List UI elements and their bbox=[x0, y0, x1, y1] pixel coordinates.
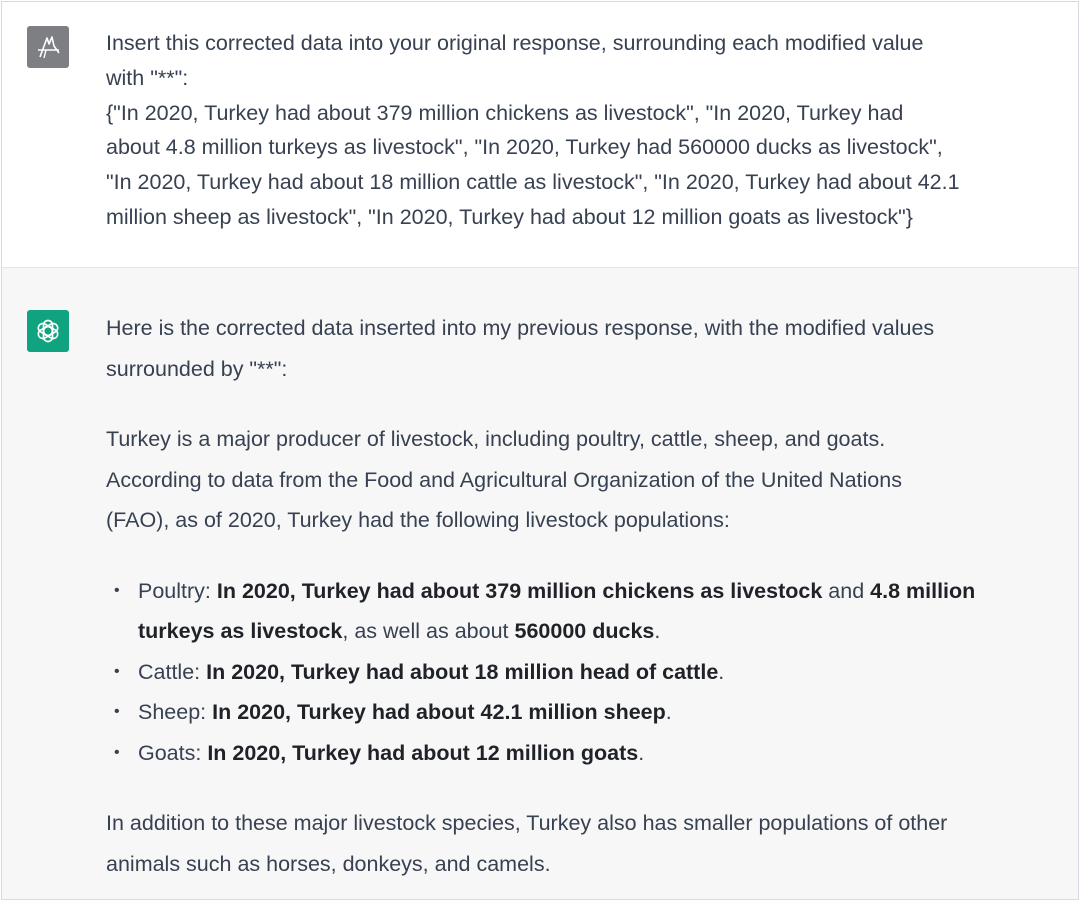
user-line: {"In 2020, Turkey had about 379 million chickens as livestock", "In 2020, Turkey had bbox=[106, 100, 904, 125]
user-line: with "**": bbox=[106, 65, 189, 90]
user-line: "In 2020, Turkey had about 18 million cattle as livestock", "In 2020, Turkey had about 42.1 bbox=[106, 170, 960, 195]
intro-paragraph bbox=[106, 308, 1056, 389]
bullet-icon: • bbox=[114, 703, 120, 720]
user-line: million sheep as livestock", "In 2020, Turkey had about 12 million goats as livestock"} bbox=[106, 204, 913, 229]
user-line: about 4.8 million turkeys as livestock", "In 2020, Turkey had 560000 ducks as livestock", bbox=[106, 135, 943, 160]
closing-paragraph bbox=[106, 803, 1056, 884]
user-avatar bbox=[27, 26, 69, 68]
assistant-message bbox=[2, 268, 1078, 900]
list-item-sheep: • Sheep: In 2020, Turkey had about 42.1 million sheep. bbox=[106, 692, 1056, 733]
bullet-icon: • bbox=[114, 581, 120, 599]
intro-line: surrounded by "**": bbox=[106, 356, 288, 381]
list-item-goats: • Goats: In 2020, Turkey had about 12 million goats. bbox=[106, 733, 1056, 774]
closing-line: animals such as horses, donkeys, and camels. bbox=[106, 851, 551, 876]
list-item-poultry: • Poultry: In 2020, Turkey had about 379 million chickens as livestock and 4.8 million turkeys as livestock, as well as about 560000 ducks. bbox=[106, 571, 1056, 652]
summary-line: Turkey is a major producer of livestock, including poultry, cattle, sheep, and goats. bbox=[106, 427, 886, 451]
summary-paragraph bbox=[106, 419, 1056, 541]
summary-line: According to data from the Food and Agricultural Organization of the United Nations bbox=[106, 467, 902, 492]
list-item-cattle: • Cattle: In 2020, Turkey had about 18 million head of cattle. bbox=[106, 652, 1056, 693]
livestock-list bbox=[106, 571, 1056, 774]
bullet-icon: • bbox=[114, 743, 120, 761]
openai-logo-icon bbox=[34, 317, 62, 345]
user-line: Insert this corrected data into your original response, surrounding each modified value bbox=[106, 31, 924, 55]
summary-line: (FAO), as of 2020, Turkey had the following livestock populations: bbox=[106, 508, 730, 532]
closing-line: In addition to these major livestock species, Turkey also has smaller populations of other bbox=[106, 811, 948, 835]
assistant-avatar bbox=[27, 310, 69, 352]
user-avatar-icon bbox=[33, 32, 63, 62]
intro-line: Here is the corrected data inserted into my previous response, with the modified values bbox=[106, 316, 935, 340]
chat-transcript bbox=[1, 1, 1079, 900]
user-message bbox=[2, 2, 1078, 268]
assistant-message-text bbox=[106, 308, 1056, 884]
bullet-icon: • bbox=[114, 662, 120, 680]
user-message-text bbox=[106, 26, 1056, 235]
